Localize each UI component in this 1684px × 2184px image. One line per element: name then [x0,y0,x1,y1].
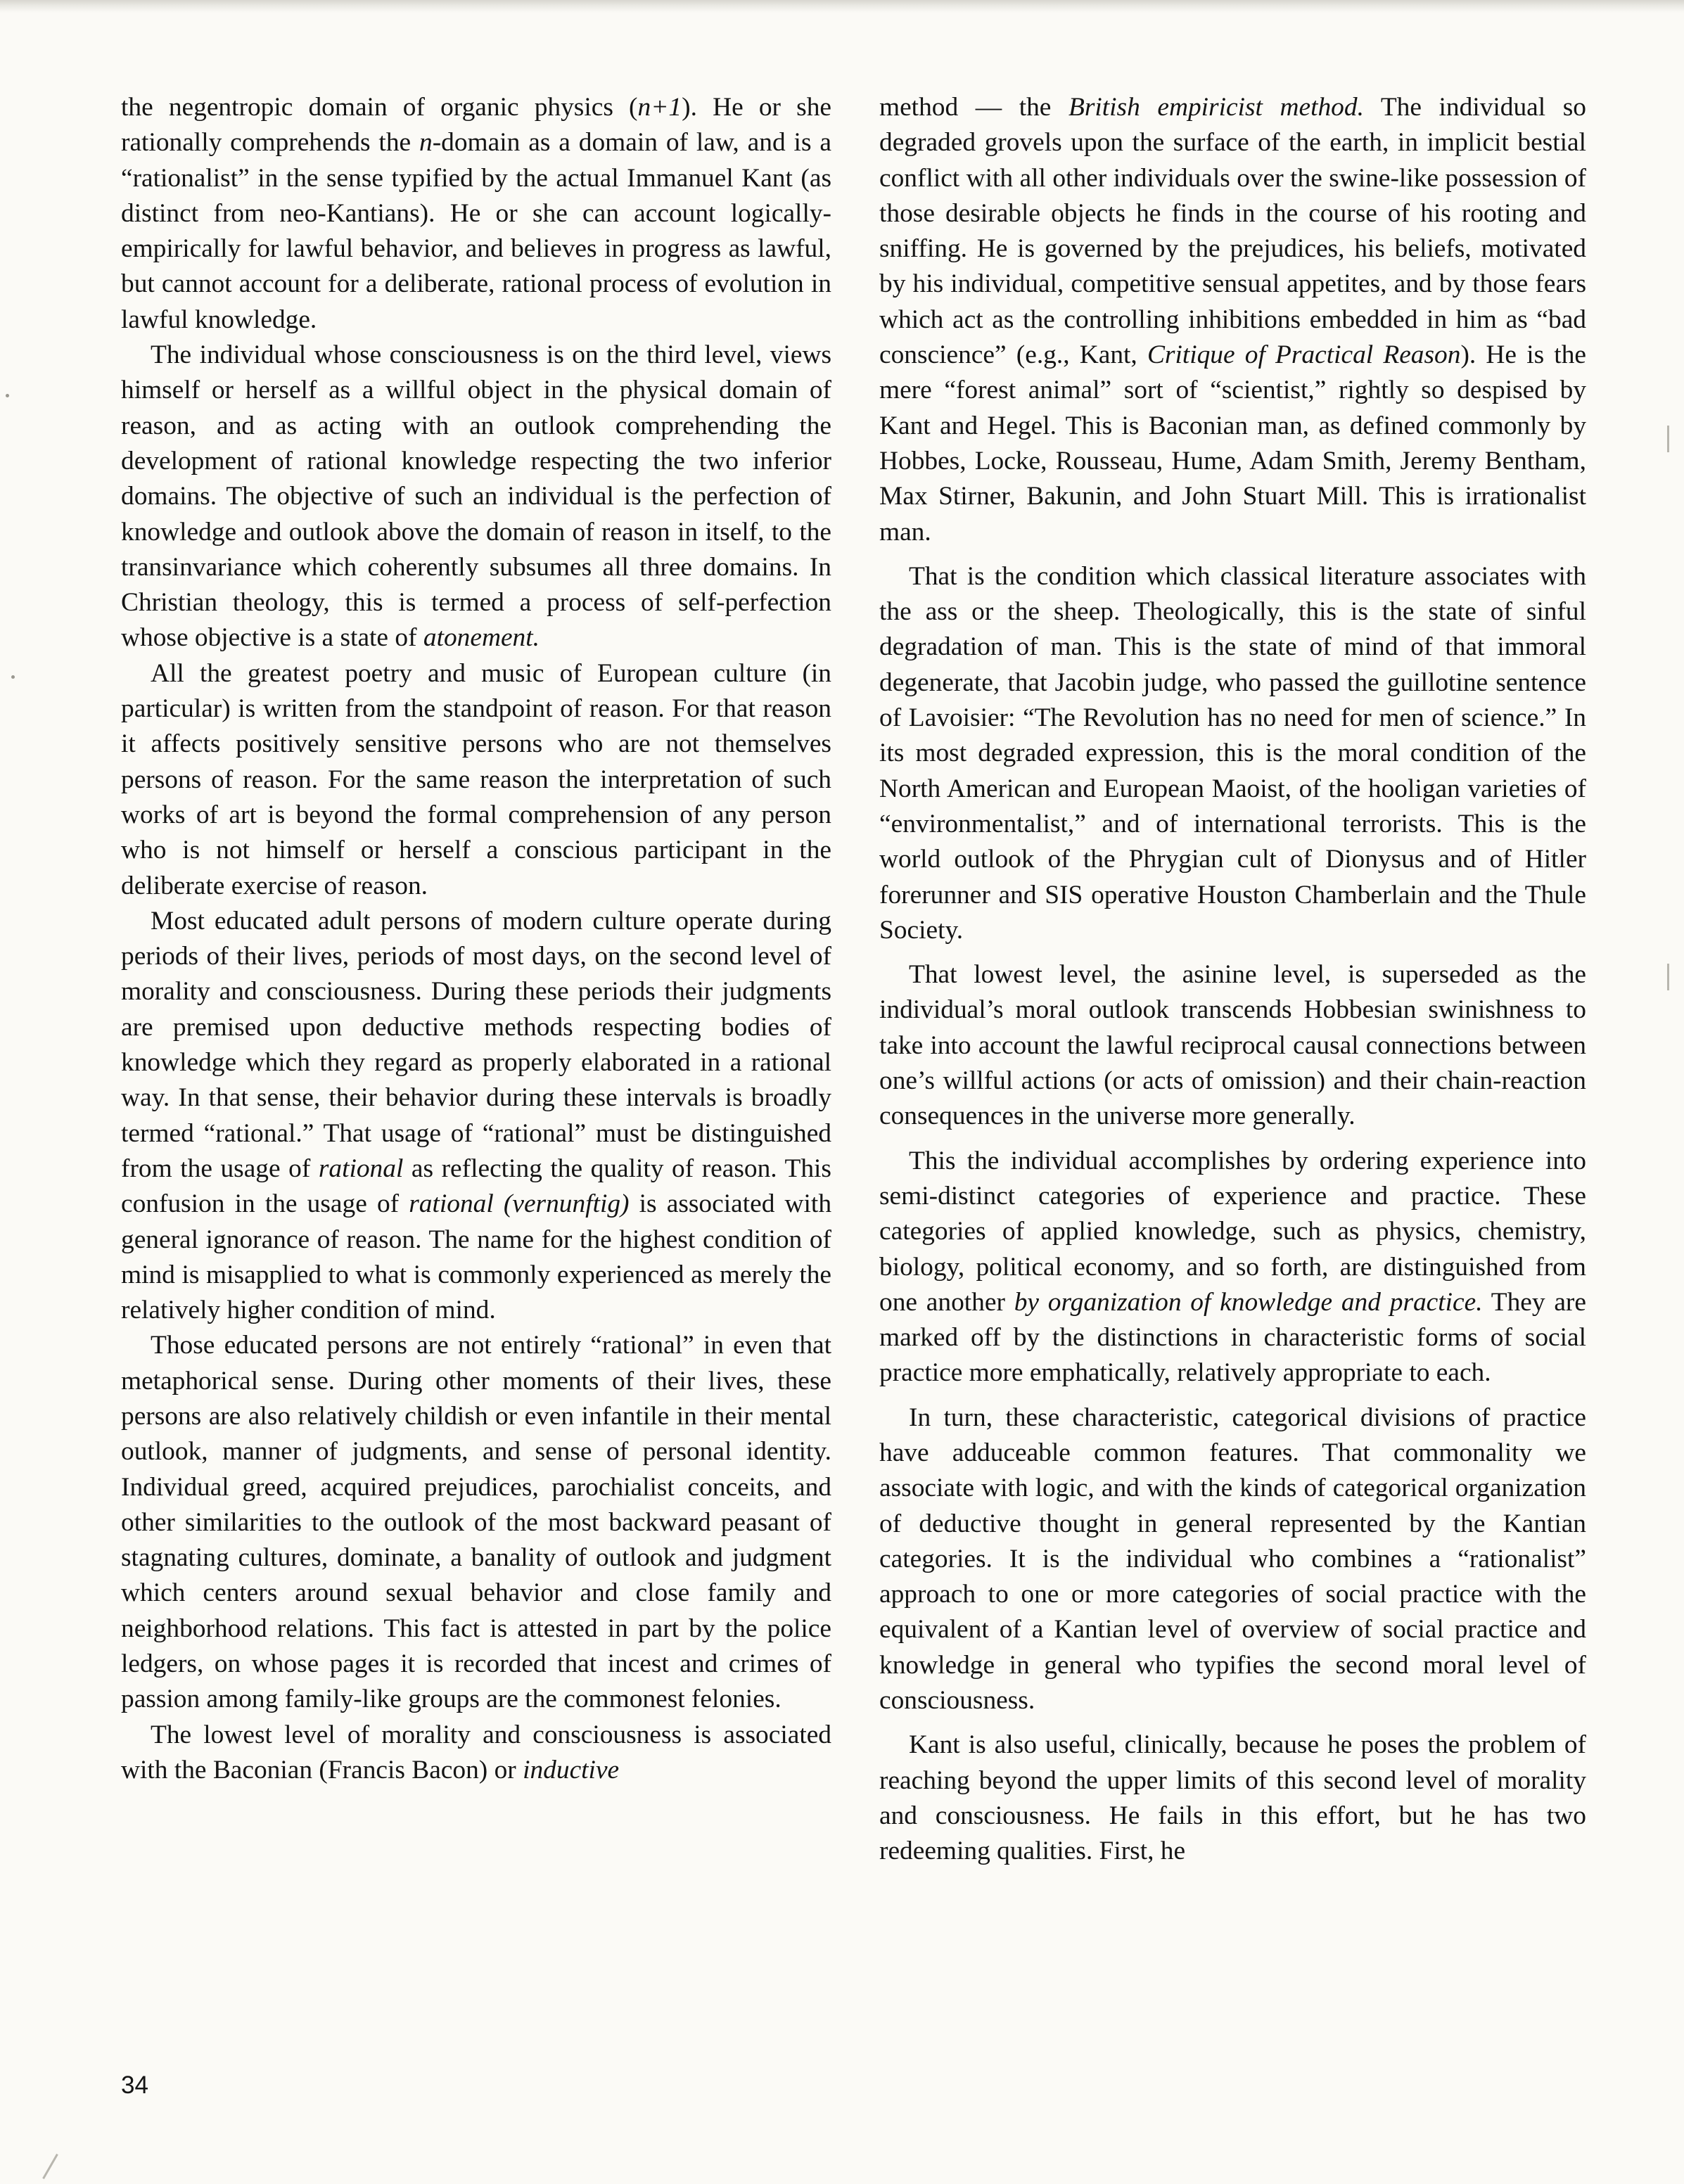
paragraph: This the individual accomplishes by ordering experience into semi-distinct categories of experience and practice. These categories of applied knowledge, such as physics, chemistry, biology, political economy, and so forth, are distinguished from one another by organization of knowledge and practice. They are marked off by the distinctions in characteristic forms of social practice more emphatically, relatively appropriate to each. [879,1146,1586,1388]
paragraph: method — the British empiricist method. The individual so degraded grovels upon the surface of the earth, in implicit bestial conflict with all other individuals over the swine-like possession of those desirable objects he finds in the course of his rooting and sniffing. He is governed by the prejudices, his beliefs, motivated by his individual, competitive sensual appetites, and by those fears which act as the controlling inhibitions embedded in him as “bad conscience” (e.g., Kant, Critique of Practical Reason). He is the mere “forest animal” sort of “scientist,” rightly so despised by Kant and Hegel. This is Baconian man, as defined commonly by Hobbes, Locke, Rousseau, Hume, Adam Smith, Jeremy Bentham, Max Stirner, Bakunin, and John Stuart Mill. This is irrationalist man. [879,93,1586,547]
paragraph: That is the condition which classical literature associates with the ass or the sheep. Theologically, this is the state of sinful degradation of man. This is the state of mind of that immoral degenerate, that Jacobin judge, who passed the guillotine sentence of Lavoisier: “The Revolution has no need for men of science.” In its most degraded expression, this is the moral condition of the North American and European Maoist, of the hooligan varieties of “environmentalist,” and of international terrorists. This is the world outlook of the Phrygian cult of Dionysus and of Hitler forerunner and SIS operative Houston Chamberlain and the Thule Society. [879,561,1586,945]
paragraph: That lowest level, the asinine level, is superseded as the individual’s moral outlook transcends Hobbesian swinishness to take into account the lawful reciprocal causal connections between one’s willful actions (or acts of omission) and their chain-reaction consequences in the universe more generally. [879,960,1586,1131]
paragraph: In turn, these characteristic, categorical divisions of practice have adduceable common features. That commonality we associate with logic, and with the kinds of categorical organization of deductive thought in general represented by the Kantian categories. It is the individual who combines a “rationalist” approach to one or more categories of social practice with the equivalent of a Kantian level of overview of social practice and knowledge in general who typifies the second moral level of consciousness. [879,1403,1586,1716]
paragraph: the negentropic domain of organic physics (n+1). He or she rationally comprehends the n-domain as a domain of law, and is a “rationalist” in the sense typified by the actual Immanuel Kant (as distinct from neo-Kantians). He or she can account logically-empirically for lawful behavior, and believes in progress as lawful, but cannot account for a deliberate, rational process of evolution in lawful knowledge. [121,93,831,334]
paragraph: The individual whose consciousness is on the third level, views himself or herself as a willful object in the physical domain of reason, and as acting with an outlook comprehending the development of rational knowledge respecting the two inferior domains. The objective of such an individual is the perfection of knowledge and outlook above the domain of reason in itself, to the transinvariance which coherently subsumes all three domains. In Christian theology, this is termed a process of self-perfection whose objective is a state of atonement. [121,340,831,653]
scan-speck [11,675,15,679]
paragraph: Most educated adult persons of modern culture operate during periods of their lives, periods of most days, on the second level of morality and consciousness. During these periods their judgments are premised upon deductive methods respecting bodies of knowledge which they regard as properly elaborated in a rational way. In that sense, their behavior during these intervals is broadly termed “rational.” That usage of “rational” must be distinguished from the usage of rational as reflecting the quality of reason. This confusion in the usage of rational (vernunftig) is associated with general ignorance of reason. The name for the highest condition of mind is misapplied to what is commonly experienced as merely the relatively higher condition of mind. [121,906,832,1325]
margin-mark [1667,964,1669,990]
scan-edge [0,0,1684,13]
left-column [121,90,831,1788]
margin-mark [1667,426,1669,452]
paragraph: Kant is also useful, clinically, because he poses the problem of reaching beyond the upper limits of this second level of morality and consciousness. He fails in this effort, but he has two redeeming qualities. First, he [879,1730,1586,1866]
paragraph: The lowest level of morality and consciousness is associated with the Baconian (Francis Bacon) or inductive [121,1720,831,1784]
margin-mark [42,2154,58,2179]
paragraph: All the greatest poetry and music of European culture (in particular) is written from the standpoint of reason. For that reason it affects positively sensitive persons who are not themselves persons of reason. For the same reason the interpretation of such works of art is beyond the formal comprehension of any person who is not himself or herself a conscious participant in the deliberate exercise of reason. [121,658,831,900]
scan-speck [6,394,9,397]
page-number: 34 [121,2071,148,2099]
paragraph: Those educated persons are not entirely “rational” in even that metaphorical sense. During other moments of their lives, these persons are also relatively childish or even infantile in their mental outlook, manner of judgments, and sense of personal identity. Individual greed, acquired prejudices, parochialist conceits, and other similarities to the outlook of the most backward peasant of stagnating cultures, dominate, a banality of outlook and judgment which centers around sexual behavior and close family and neighborhood relations. This fact is attested in part by the police ledgers, on whose pages it is recorded that incest and crimes of passion among family-like groups are the commonest felonies. [121,1331,831,1714]
right-column [879,90,1586,1879]
